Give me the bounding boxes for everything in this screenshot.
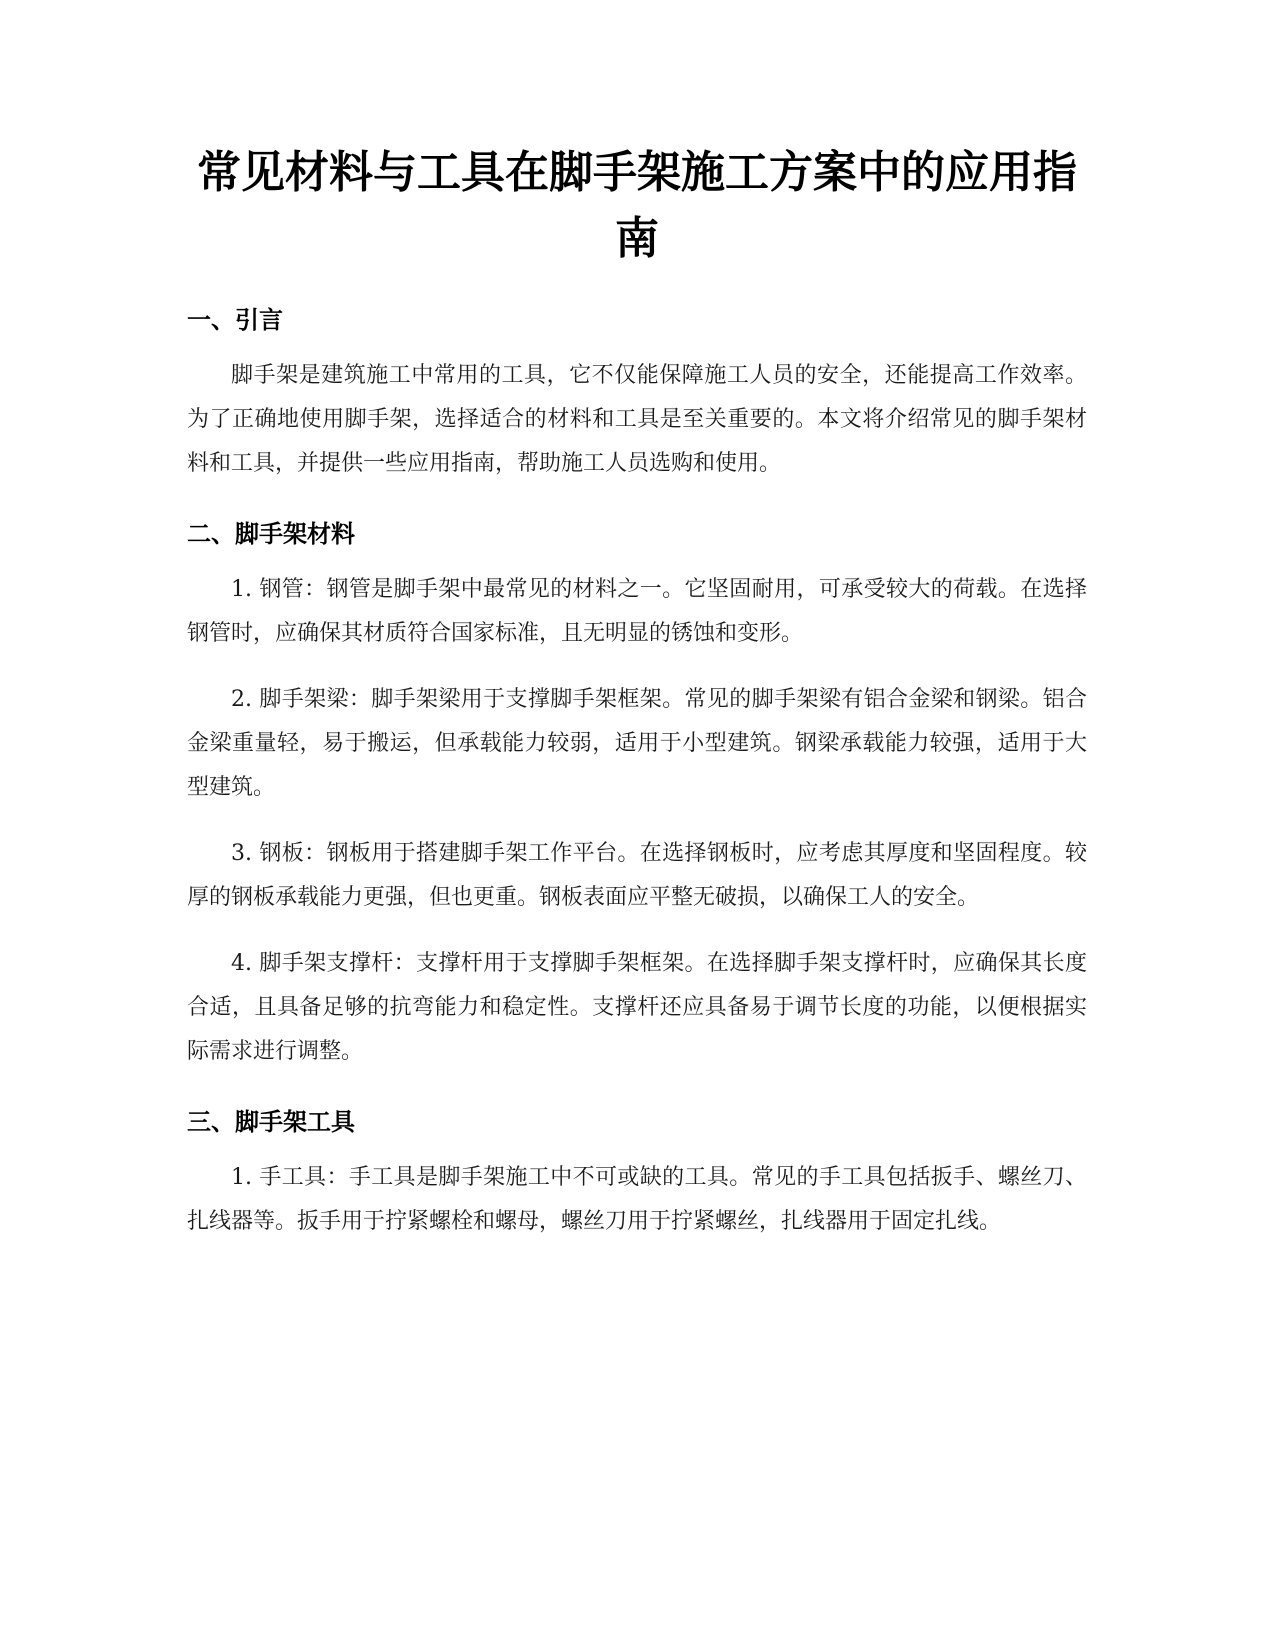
section-introduction: [187, 302, 1087, 486]
paragraph-scaffold-beam: 2. 脚手架梁：脚手架梁用于支撑脚手架框架。常见的脚手架梁有铝合金梁和钢梁。铝合金梁重量轻，易于搬运，但承载能力较弱，适用于小型建筑。钢梁承载能力较强，适用于大型建筑。: [187, 687, 1087, 800]
section-heading-tools: 三、脚手架工具: [187, 1108, 355, 1136]
paragraph-steel-plate: 3. 钢板：钢板用于搭建脚手架工作平台。在选择钢板时，应考虑其厚度和坚固程度。较厚的钢板承载能力更强，但也更重。钢板表面应平整无破损，以确保工人的安全。: [187, 841, 1087, 910]
document-page: [187, 140, 1087, 1244]
paragraph-hand-tools: 1. 手工具：手工具是脚手架施工中不可或缺的工具。常见的手工具包括扳手、螺丝刀、扎线器等。扳手用于拧紧螺栓和螺母，螺丝刀用于拧紧螺丝，扎线器用于固定扎线。: [187, 1165, 1087, 1234]
paragraph-steel-pipe: 1. 钢管：钢管是脚手架中最常见的材料之一。它坚固耐用，可承受较大的荷载。在选择钢管时，应确保其材质符合国家标准，且无明显的锈蚀和变形。: [187, 577, 1087, 646]
section-materials: [187, 516, 1087, 1074]
section-tools: [187, 1104, 1087, 1244]
document-title: 常见材料与工具在脚手架施工方案中的应用指南: [197, 147, 1077, 264]
section-heading-materials: 二、脚手架材料: [187, 520, 355, 548]
section-heading-introduction: 一、引言: [187, 306, 283, 334]
paragraph-support-rod: 4. 脚手架支撑杆：支撑杆用于支撑脚手架框架。在选择脚手架支撑杆时，应确保其长度合适，且具备足够的抗弯能力和稳定性。支撑杆还应具备易于调节长度的功能，以便根据实际需求进行调整。: [187, 951, 1087, 1064]
paragraph-introduction: 脚手架是建筑施工中常用的工具，它不仅能保障施工人员的安全，还能提高工作效率。为了正确地使用脚手架，选择适合的材料和工具是至关重要的。本文将介绍常见的脚手架材料和工具，并提供一些应用指南，帮助施工人员选购和使用。: [187, 363, 1087, 476]
